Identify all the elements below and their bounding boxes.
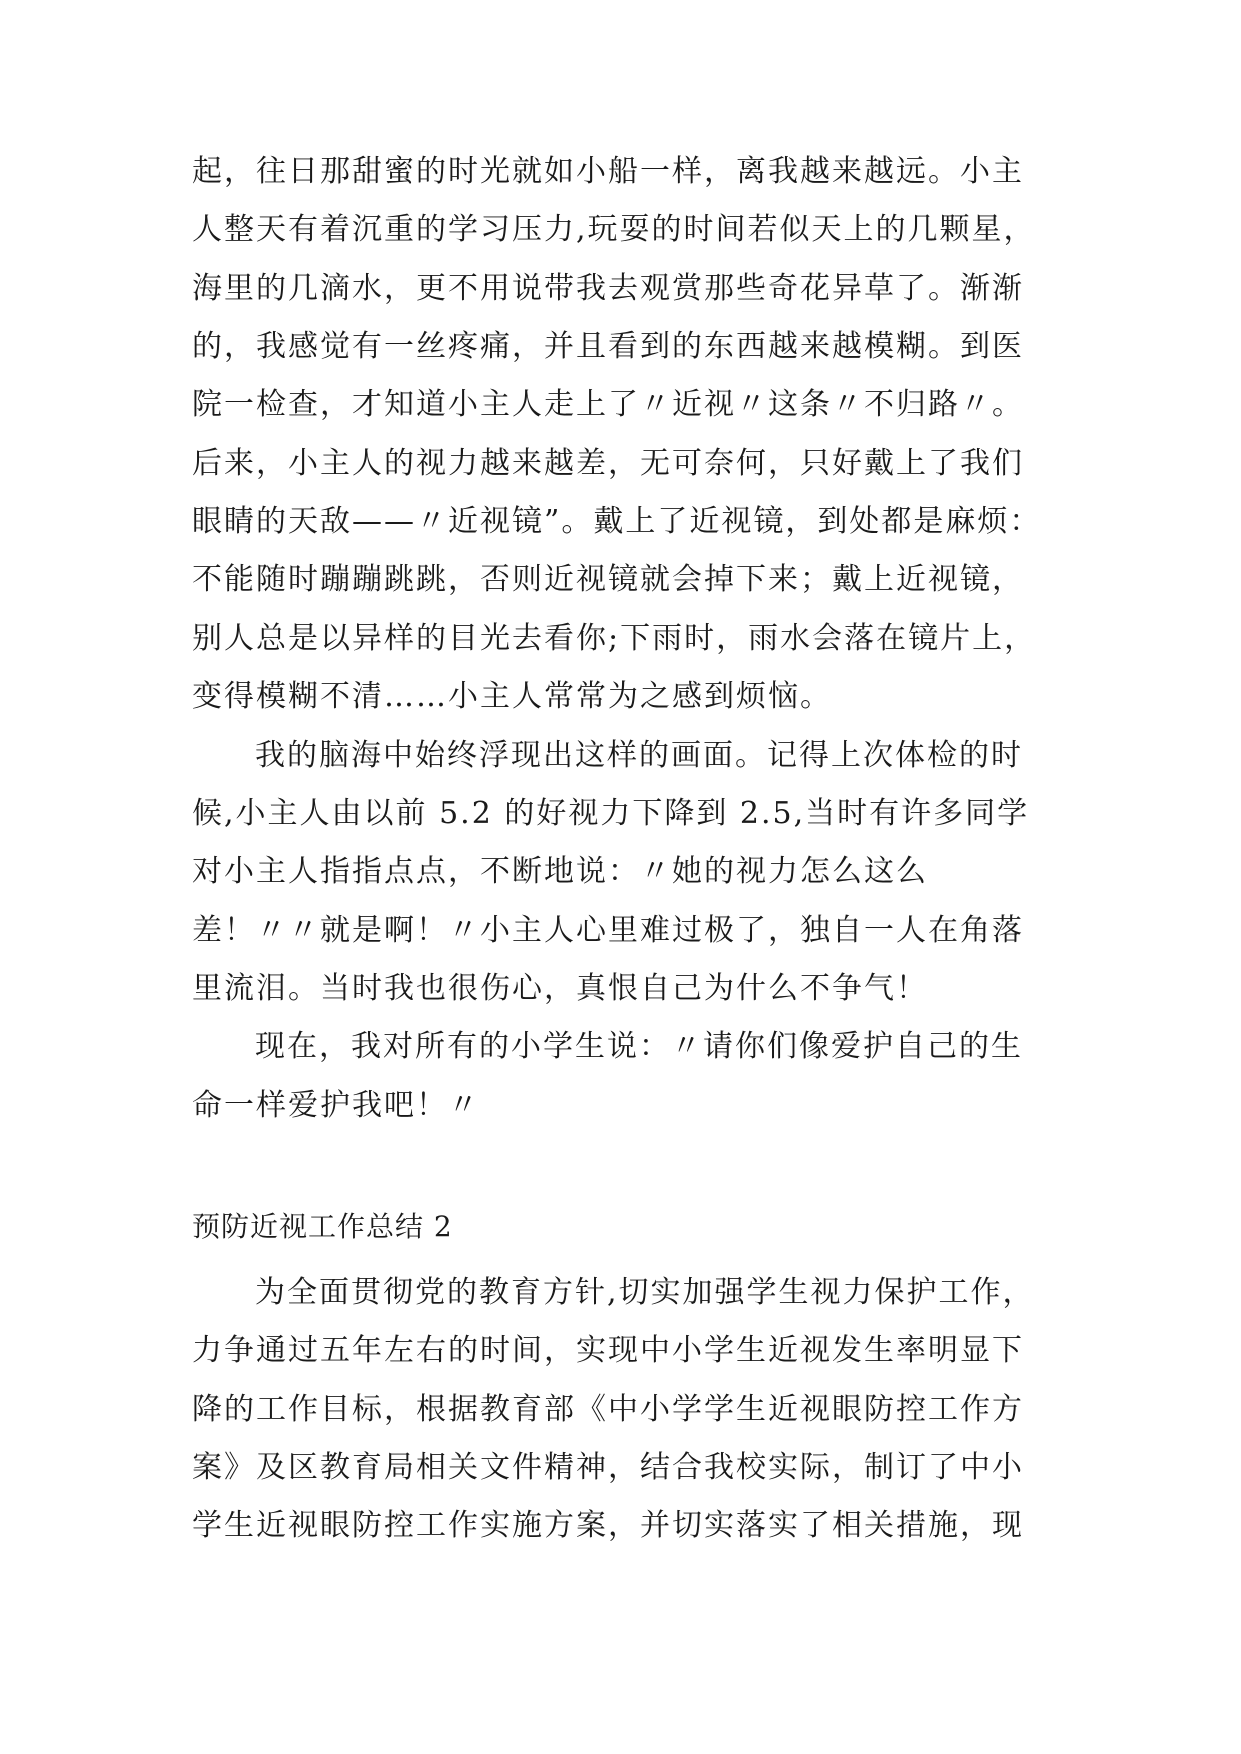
text-line: 力争通过五年左右的时间，实现中小学生近视发生率明显下 [192,1333,1024,1368]
text-line: 院一检查，才知道小主人走上了〃近视〃这条〃不归路〃。 [192,387,1024,422]
text-line: 海里的几滴水，更不用说带我去观赏那些奇花异草了。渐渐 [192,271,1024,306]
text-line: 起，往日那甜蜜的时光就如小船一样，离我越来越远。小主 [192,154,1024,189]
paragraph-first-line: 为全面贯彻党的教育方针,切实加强学生视力保护工作， [255,1275,1035,1310]
text-line: 命一样爱护我吧！〃 [192,1088,480,1123]
text-line: 不能随时蹦蹦跳跳，否则近视镜就会掉下来；戴上近视镜， [192,562,1024,597]
paragraph-first-line: 现在，我对所有的小学生说：〃请你们像爱护自己的生 [255,1029,1023,1064]
text-line: 别人总是以异样的目光去看你;下雨时，雨水会落在镜片上， [192,621,1037,656]
text-line: 降的工作目标，根据教育部《中小学学生近视眼防控工作方 [192,1392,1024,1427]
paragraph-first-line: 我的脑海中始终浮现出这样的画面。记得上次体检的时 [255,738,1023,773]
text-line: 眼睛的天敌——〃近视镜”。戴上了近视镜，到处都是麻烦： [192,504,1042,539]
text-line: 对小主人指指点点，不断地说：〃她的视力怎么这么 [192,854,928,889]
text-line: 后来，小主人的视力越来越差，无可奈何，只好戴上了我们 [192,446,1024,481]
text-line: 差！〃〃就是啊！〃小主人心里难过极了，独自一人在角落 [192,913,1024,948]
text-line: 里流泪。当时我也很伤心，真恨自己为什么不争气！ [192,971,928,1006]
text-line: 人整天有着沉重的学习压力,玩耍的时间若似天上的几颗星， [192,212,1036,247]
text-line: 学生近视眼防控工作实施方案，并切实落实了相关措施，现 [192,1508,1024,1543]
text-line: 的，我感觉有一丝疼痛，并且看到的东西越来越模糊。到医 [192,329,1024,364]
section-heading: 预防近视工作总结 2 [192,1210,453,1243]
text-line: 候,小主人由以前 5.2 的好视力下降到 2.5,当时有许多同学 [192,796,1030,831]
text-line: 案》及区教育局相关文件精神，结合我校实际，制订了中小 [192,1450,1024,1485]
text-line: 变得模糊不清……小主人常常为之感到烦恼。 [192,679,832,714]
